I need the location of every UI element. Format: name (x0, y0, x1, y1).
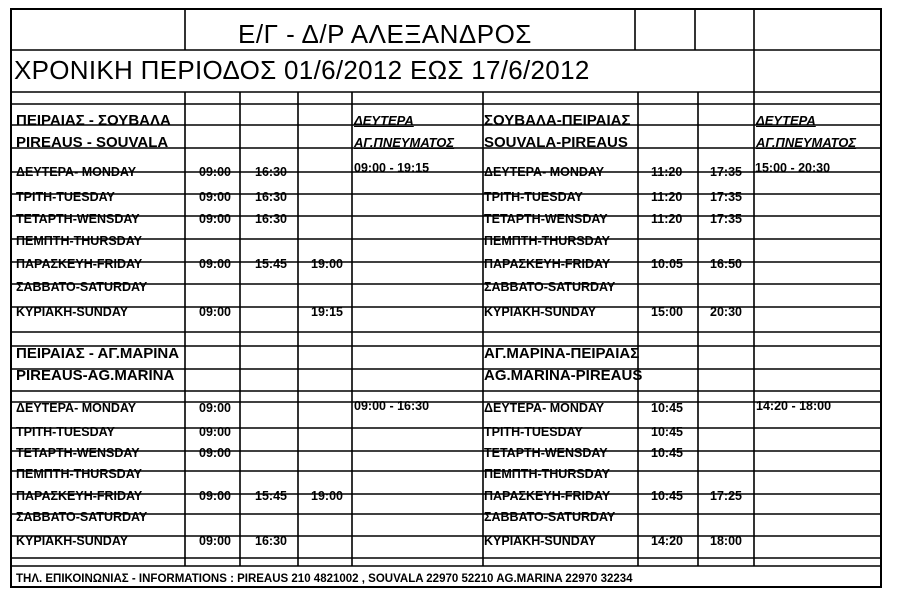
departure-time: 09:00 (199, 446, 231, 460)
holiday-time-pireaus-souvala: 09:00 - 19:15 (354, 161, 430, 175)
departure-time: 16:30 (255, 534, 287, 548)
departure-time: 17:25 (710, 489, 742, 503)
day-label: ΤΕΤΑΡΤΗ-WENSDAY (484, 212, 608, 226)
holiday-label-1: ΔΕΥΤΕΡΑ (354, 113, 414, 128)
departure-time: 16:30 (255, 190, 287, 204)
ferry-title: Ε/Γ - Δ/Ρ ΑΛΕΞΑΝΔΡΟΣ (238, 19, 532, 49)
departure-time: 09:00 (199, 489, 231, 503)
day-label: ΔΕΥΤΕΡΑ- MONDAY (16, 401, 137, 415)
day-label: ΚΥΡΙΑΚΗ-SUNDAY (484, 534, 597, 548)
departure-time: 19:00 (311, 257, 343, 271)
day-label: ΤΕΤΑΡΤΗ-WENSDAY (16, 212, 140, 226)
day-label: ΤΡΙΤΗ-TUESDAY (484, 190, 583, 204)
section-title-gr-pireaus-souvala: ΠΕΙΡΑΙΑΣ - ΣΟΥΒΑΛΑ (16, 112, 171, 129)
day-label: ΚΥΡΙΑΚΗ-SUNDAY (16, 305, 129, 319)
departure-time: 09:00 (199, 305, 231, 319)
holiday-time-souvala-pireaus: 15:00 - 20:30 (755, 161, 831, 175)
day-label: ΚΥΡΙΑΚΗ-SUNDAY (484, 305, 597, 319)
departure-time: 14:20 (651, 534, 683, 548)
departure-time: 20:30 (710, 305, 742, 319)
section-title-en-souvala-pireaus: SOUVALA-PIREAUS (484, 134, 628, 151)
day-label: ΣΑΒΒΑΤΟ-SATURDAY (16, 280, 148, 294)
departure-time: 18:00 (710, 534, 742, 548)
departure-time: 15:45 (255, 257, 287, 271)
departure-time: 17:35 (710, 212, 742, 226)
holiday-label-2b: ΑΓ.ΠΝΕΥΜΑΤΟΣ (756, 135, 857, 150)
departure-time: 10:45 (651, 401, 683, 415)
departure-time: 11:20 (651, 165, 683, 179)
departure-time: 17:35 (710, 165, 742, 179)
period-heading: ΧΡΟΝΙΚΗ ΠΕΡΙΟΔΟΣ 01/6/2012 ΕΩΣ 17/6/2012 (14, 55, 590, 85)
departure-time: 09:00 (199, 190, 231, 204)
day-label: ΤΡΙΤΗ-TUESDAY (16, 425, 115, 439)
timetable-sheet (10, 8, 882, 588)
holiday-label-2: ΑΓ.ΠΝΕΥΜΑΤΟΣ (354, 135, 455, 150)
departure-time: 10:45 (651, 489, 683, 503)
departure-time: 15:45 (255, 489, 287, 503)
day-label: ΠΕΜΠΤΗ-THURSDAY (16, 467, 142, 481)
departure-time: 16:30 (255, 212, 287, 226)
holiday-label-1b: ΔΕΥΤΕΡΑ (756, 113, 816, 128)
day-label: ΤΡΙΤΗ-TUESDAY (484, 425, 583, 439)
departure-time: 09:00 (199, 165, 231, 179)
day-label: ΠΑΡΑΣΚΕΥΗ-FRIDAY (484, 257, 611, 271)
departure-time: 19:00 (311, 489, 343, 503)
departure-time: 16:50 (710, 257, 742, 271)
departure-time: 09:00 (199, 257, 231, 271)
holiday-time-agmarina-pireaus: 14:20 - 18:00 (756, 399, 832, 413)
departure-time: 09:00 (199, 401, 231, 415)
contact-footer: ΤΗΛ. ΕΠΙΚΟΙΝΩΝΙΑΣ - INFORMATIONS : PIREAUS 210 4821002 , SOUVALA 22970 52210 AG.MARINA 22970 32234 (16, 573, 633, 585)
departure-time: 11:20 (651, 212, 683, 226)
day-label: ΔΕΥΤΕΡΑ- MONDAY (484, 401, 605, 415)
day-label: ΤΕΤΑΡΤΗ-WENSDAY (484, 446, 608, 460)
departure-time: 11:20 (651, 190, 683, 204)
section-title-gr-souvala-pireaus: ΣΟΥΒΑΛΑ-ΠΕΙΡΑΙΑΣ (484, 112, 631, 129)
day-label: ΤΕΤΑΡΤΗ-WENSDAY (16, 446, 140, 460)
departure-time: 10:45 (651, 446, 683, 460)
section-title-en-agmarina-pireaus: AG.MARINA-PIREAUS (484, 367, 643, 384)
day-label: ΠΑΡΑΣΚΕΥΗ-FRIDAY (484, 489, 611, 503)
departure-time: 17:35 (710, 190, 742, 204)
day-label: ΣΑΒΒΑΤΟ-SATURDAY (484, 280, 616, 294)
day-label: ΠΕΜΠΤΗ-THURSDAY (484, 467, 610, 481)
day-label: ΚΥΡΙΑΚΗ-SUNDAY (16, 534, 129, 548)
day-label: ΔΕΥΤΕΡΑ- MONDAY (484, 165, 605, 179)
departure-time: 19:15 (311, 305, 343, 319)
day-label: ΠΕΜΠΤΗ-THURSDAY (484, 234, 610, 248)
departure-time: 16:30 (255, 165, 287, 179)
day-label: ΣΑΒΒΑΤΟ-SATURDAY (484, 510, 616, 524)
section-title-en-pireaus-souvala: PIREAUS - SOUVALA (16, 134, 169, 151)
departure-time: 15:00 (651, 305, 683, 319)
day-label: ΤΡΙΤΗ-TUESDAY (16, 190, 115, 204)
departure-time: 09:00 (199, 212, 231, 226)
departure-time: 09:00 (199, 425, 231, 439)
holiday-time-pireaus-agmarina: 09:00 - 16:30 (354, 399, 430, 413)
departure-time: 09:00 (199, 534, 231, 548)
section-title-en-pireaus-agmarina: PIREAUS-AG.MARINA (16, 367, 175, 384)
section-title-gr-pireaus-agmarina: ΠΕΙΡΑΙΑΣ - ΑΓ.ΜΑΡΙΝΑ (16, 345, 180, 362)
day-label: ΔΕΥΤΕΡΑ- MONDAY (16, 165, 137, 179)
day-label: ΠΑΡΑΣΚΕΥΗ-FRIDAY (16, 489, 143, 503)
day-label: ΣΑΒΒΑΤΟ-SATURDAY (16, 510, 148, 524)
departure-time: 10:05 (651, 257, 683, 271)
day-label: ΠΕΜΠΤΗ-THURSDAY (16, 234, 142, 248)
departure-time: 10:45 (651, 425, 683, 439)
day-label: ΠΑΡΑΣΚΕΥΗ-FRIDAY (16, 257, 143, 271)
section-title-gr-agmarina-pireaus: ΑΓ.ΜΑΡΙΝΑ-ΠΕΙΡΑΙΑΣ (484, 345, 640, 362)
